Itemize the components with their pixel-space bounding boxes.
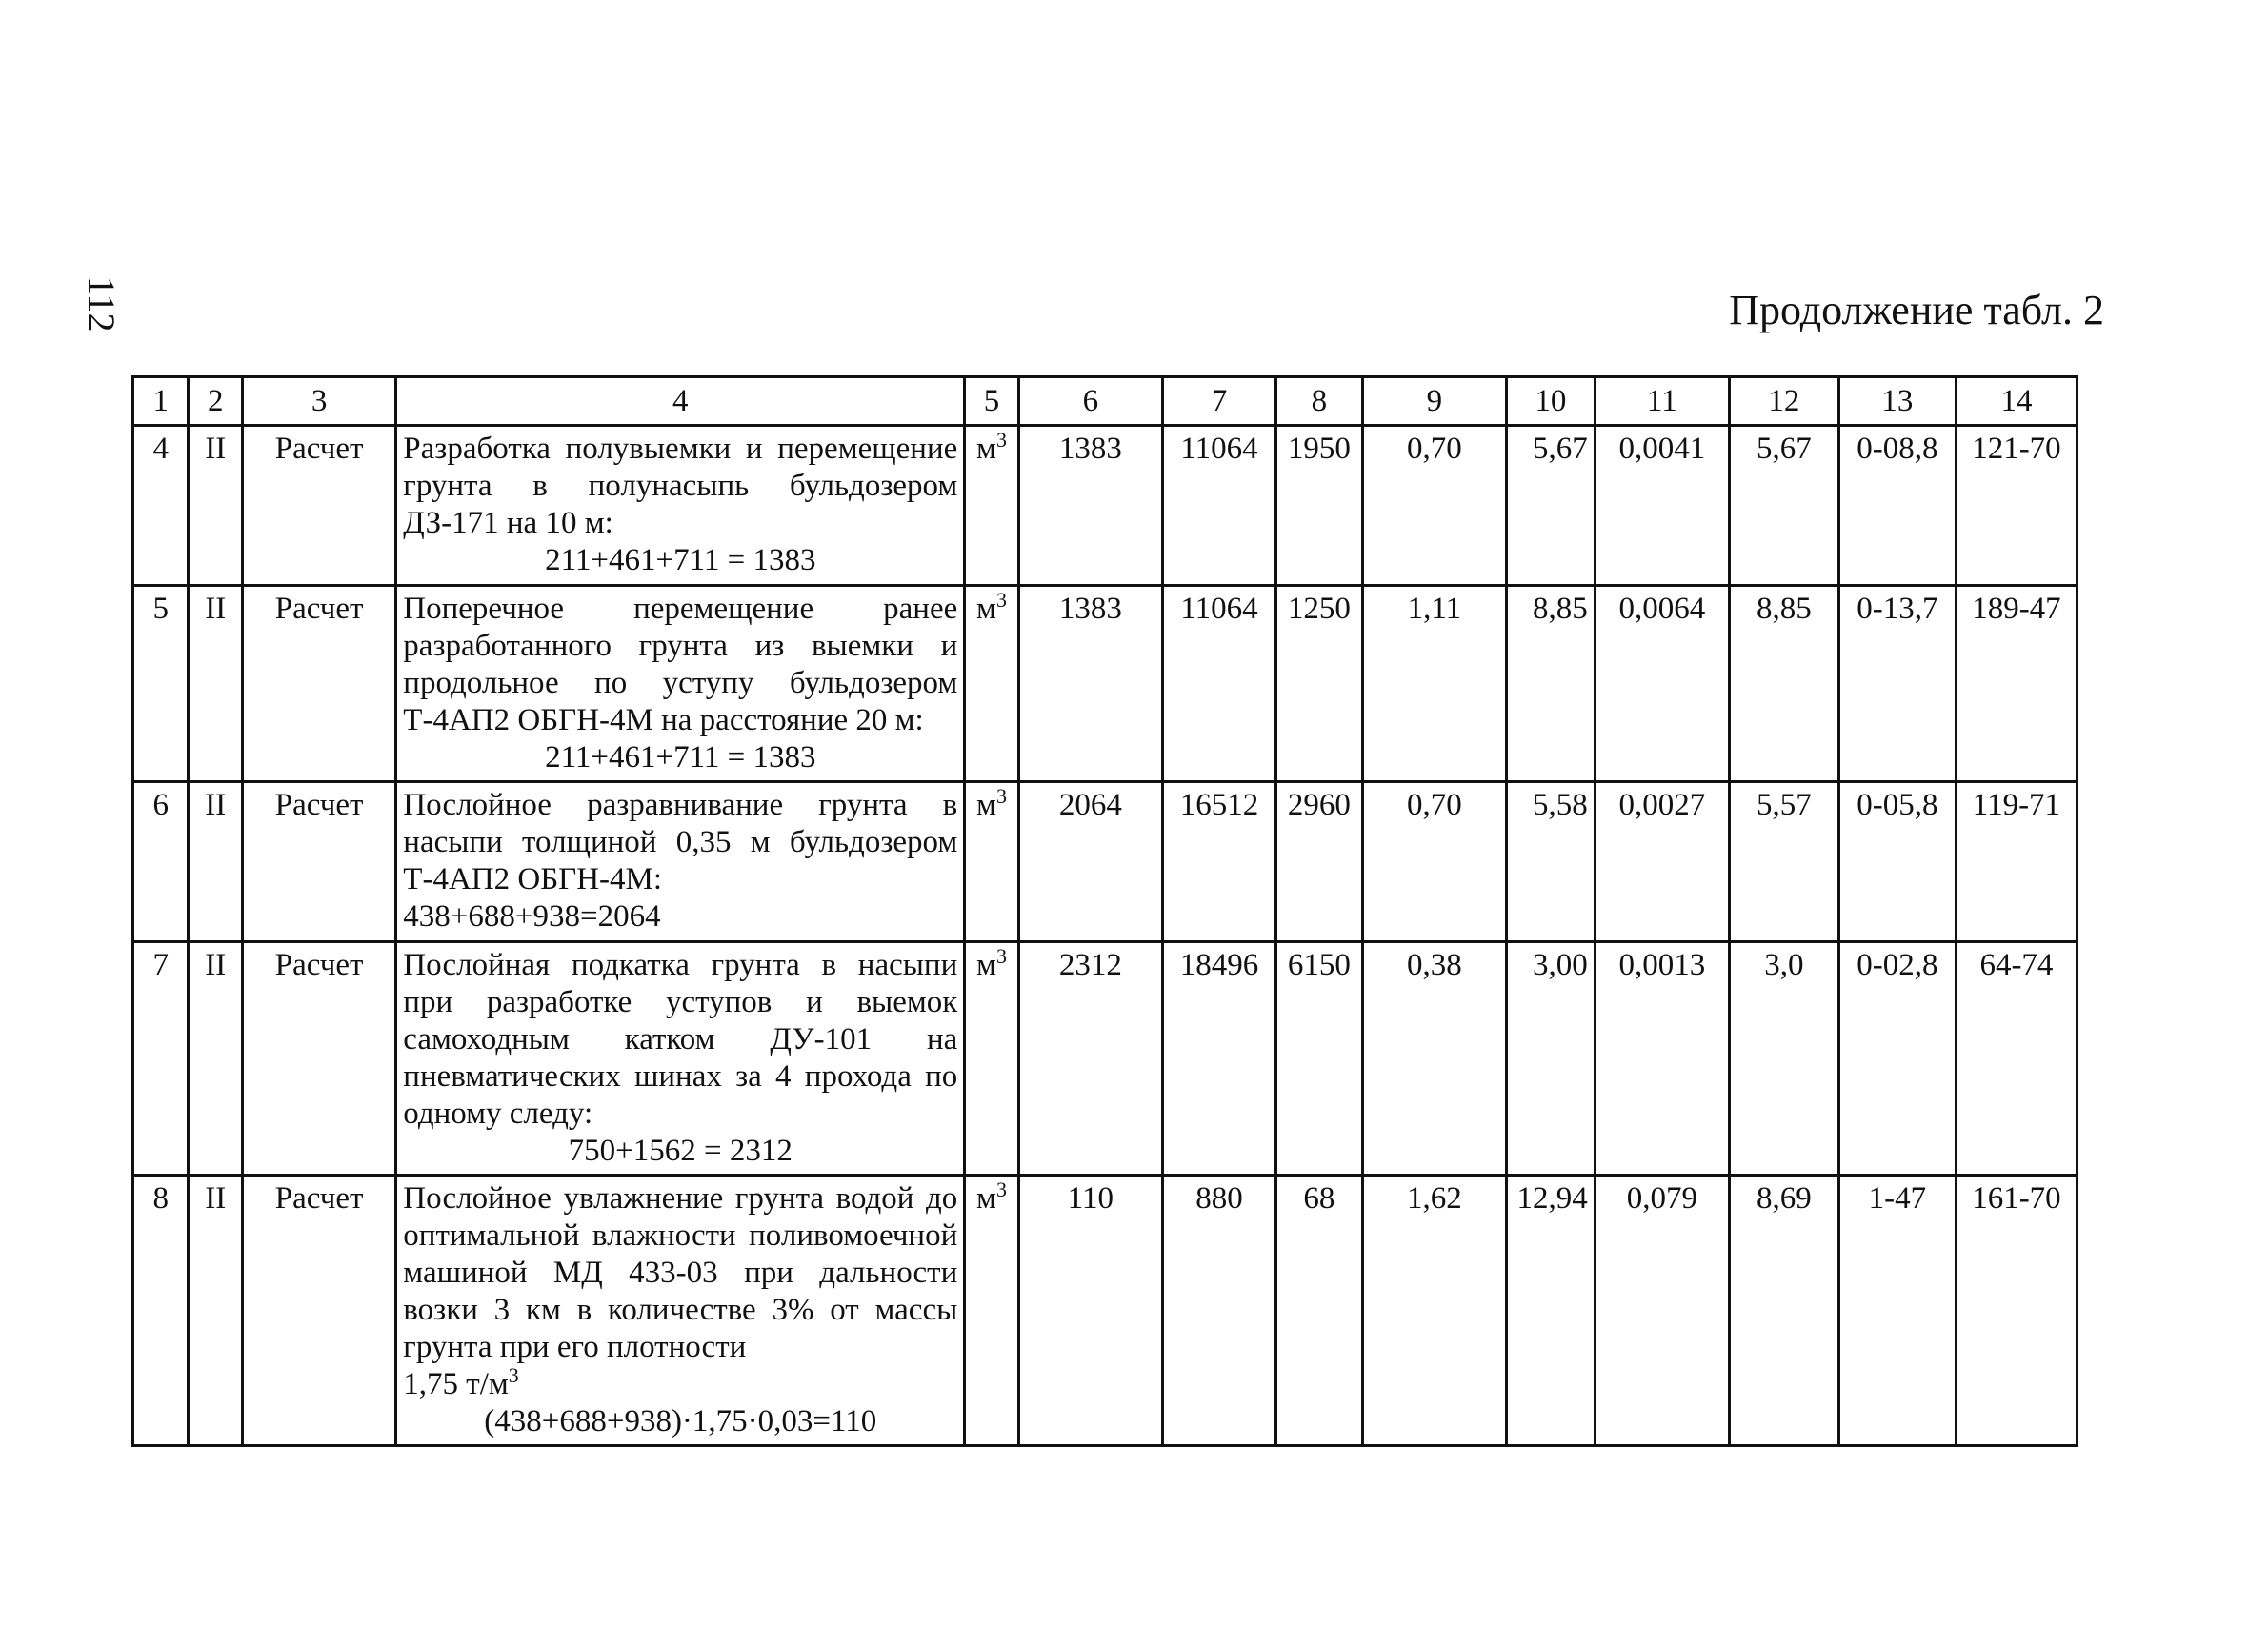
value-cell: 0,079 [1595,1176,1729,1446]
header-cell: 13 [1838,377,1956,426]
row-number-cell: 8 [133,1176,189,1446]
value-cell: 5,67 [1506,426,1595,586]
description-cell [396,1176,965,1446]
value-cell: 1950 [1275,426,1362,586]
description-formula: 750+1562 = 2312 [568,1134,793,1168]
header-cell: 10 [1506,377,1595,426]
unit-base: м [976,788,996,822]
table-caption: Продолжение табл. 2 [1729,287,2104,333]
description-text: Поперечное перемещение ранее разработанного грунта из выемки и продольное по уступу бульдозером Т-4АП2 ОБГН-4М на расстояние 20 м: [403,592,958,737]
table-row [133,586,2077,782]
category-cell: II [189,426,242,586]
value-cell: 0-08,8 [1838,426,1956,586]
value-cell: 1,62 [1362,1176,1506,1446]
unit-cell [965,426,1018,586]
description-text: Послойное разравнивание грунта в насыпи толщиной 0,35 м бульдозером Т-4АП2 ОБГН-4М: [403,788,958,896]
description-formula: 438+688+938=2064 [403,899,661,934]
table-row [133,942,2077,1176]
value-cell: 5,57 [1729,782,1838,942]
description-density [403,1363,957,1403]
value-cell: 3,0 [1729,942,1838,1176]
header-cell: 5 [965,377,1018,426]
header-cell: 9 [1362,377,1506,426]
header-cell: 7 [1162,377,1275,426]
value-cell: 0,70 [1362,782,1506,942]
header-cell: 6 [1018,377,1162,426]
method-cell: Расчет [242,586,395,782]
value-cell: 11064 [1162,426,1275,586]
value-cell: 110 [1018,1176,1162,1446]
row-number-cell: 4 [133,426,189,586]
row-number-cell: 6 [133,782,189,942]
value-cell: 0,0041 [1595,426,1729,586]
value-cell: 1383 [1018,586,1162,782]
table-row [133,1176,2077,1446]
density-value: 1,75 т/м [403,1367,509,1401]
value-cell: 5,67 [1729,426,1838,586]
value-cell: 0-05,8 [1838,782,1956,942]
value-cell: 0,0013 [1595,942,1729,1176]
value-cell: 189-47 [1956,586,2077,782]
table-row [133,782,2077,942]
header-cell: 14 [1956,377,2077,426]
row-number-cell: 7 [133,942,189,1176]
density-exponent: 3 [508,1363,519,1387]
header-cell: 4 [396,377,965,426]
unit-exponent: 3 [995,784,1007,808]
value-cell: 12,94 [1506,1176,1595,1446]
value-cell: 5,58 [1506,782,1595,942]
description-cell [396,426,965,586]
unit-base: м [976,948,996,982]
table-row [133,426,2077,586]
header-cell: 11 [1595,377,1729,426]
value-cell: 16512 [1162,782,1275,942]
data-table [131,375,2078,1447]
unit-cell [965,782,1018,942]
category-cell: II [189,782,242,942]
description-formula: 211+461+711 = 1383 [545,740,816,775]
value-cell: 0-02,8 [1838,942,1956,1176]
category-cell: II [189,1176,242,1446]
description-formula: (438+688+938)·1,75·0,03=110 [484,1404,877,1439]
value-cell: 1,11 [1362,586,1506,782]
header-cell: 12 [1729,377,1838,426]
description-cell [396,586,965,782]
description-text: Послойное увлажнение грунта водой до оптимальной влажности поливомоечной машиной МД 433-03 при дальности возки 3 км в количестве 3% от массы грунта при его плотности [403,1181,958,1364]
unit-base: м [976,432,996,466]
value-cell: 6150 [1275,942,1362,1176]
value-cell: 121-70 [1956,426,2077,586]
value-cell: 1383 [1018,426,1162,586]
value-cell: 119-71 [1956,782,2077,942]
value-cell: 0,38 [1362,942,1506,1176]
description-text: Разработка полувыемки и перемещение грунта в полунасыпь бульдозером ДЗ-171 на 10 м: [403,432,958,540]
unit-exponent: 3 [995,588,1007,612]
value-cell: 64-74 [1956,942,2077,1176]
value-cell: 0,0064 [1595,586,1729,782]
category-cell: II [189,942,242,1176]
value-cell: 0,0027 [1595,782,1729,942]
method-cell: Расчет [242,426,395,586]
description-formula: 211+461+711 = 1383 [545,543,816,577]
unit-cell [965,586,1018,782]
value-cell: 161-70 [1956,1176,2077,1446]
value-cell: 18496 [1162,942,1275,1176]
value-cell: 68 [1275,1176,1362,1446]
header-cell: 1 [133,377,189,426]
header-cell: 2 [189,377,242,426]
value-cell: 11064 [1162,586,1275,782]
page-number: 112 [80,276,123,332]
header-row [133,377,2077,426]
value-cell: 1250 [1275,586,1362,782]
unit-base: м [976,592,996,626]
value-cell: 0,70 [1362,426,1506,586]
unit-exponent: 3 [995,944,1007,968]
value-cell: 3,00 [1506,942,1595,1176]
header-cell: 8 [1275,377,1362,426]
value-cell: 0-13,7 [1838,586,1956,782]
unit-base: м [976,1181,996,1216]
value-cell: 2312 [1018,942,1162,1176]
unit-exponent: 3 [995,428,1007,452]
value-cell: 2064 [1018,782,1162,942]
category-cell: II [189,586,242,782]
value-cell: 2960 [1275,782,1362,942]
row-number-cell: 5 [133,586,189,782]
description-text: Послойная подкатка грунта в насыпи при разработке уступов и выемок самоходным катком ДУ-101 на пневматических шинах за 4 прохода по одному следу: [403,948,958,1131]
method-cell: Расчет [242,1176,395,1446]
method-cell: Расчет [242,782,395,942]
unit-cell [965,1176,1018,1446]
method-cell: Расчет [242,942,395,1176]
unit-cell [965,942,1018,1176]
value-cell: 8,85 [1506,586,1595,782]
value-cell: 880 [1162,1176,1275,1446]
value-cell: 8,69 [1729,1176,1838,1446]
header-cell: 3 [242,377,395,426]
unit-exponent: 3 [995,1178,1007,1201]
description-cell [396,942,965,1176]
value-cell: 1-47 [1838,1176,1956,1446]
value-cell: 8,85 [1729,586,1838,782]
description-cell [396,782,965,942]
